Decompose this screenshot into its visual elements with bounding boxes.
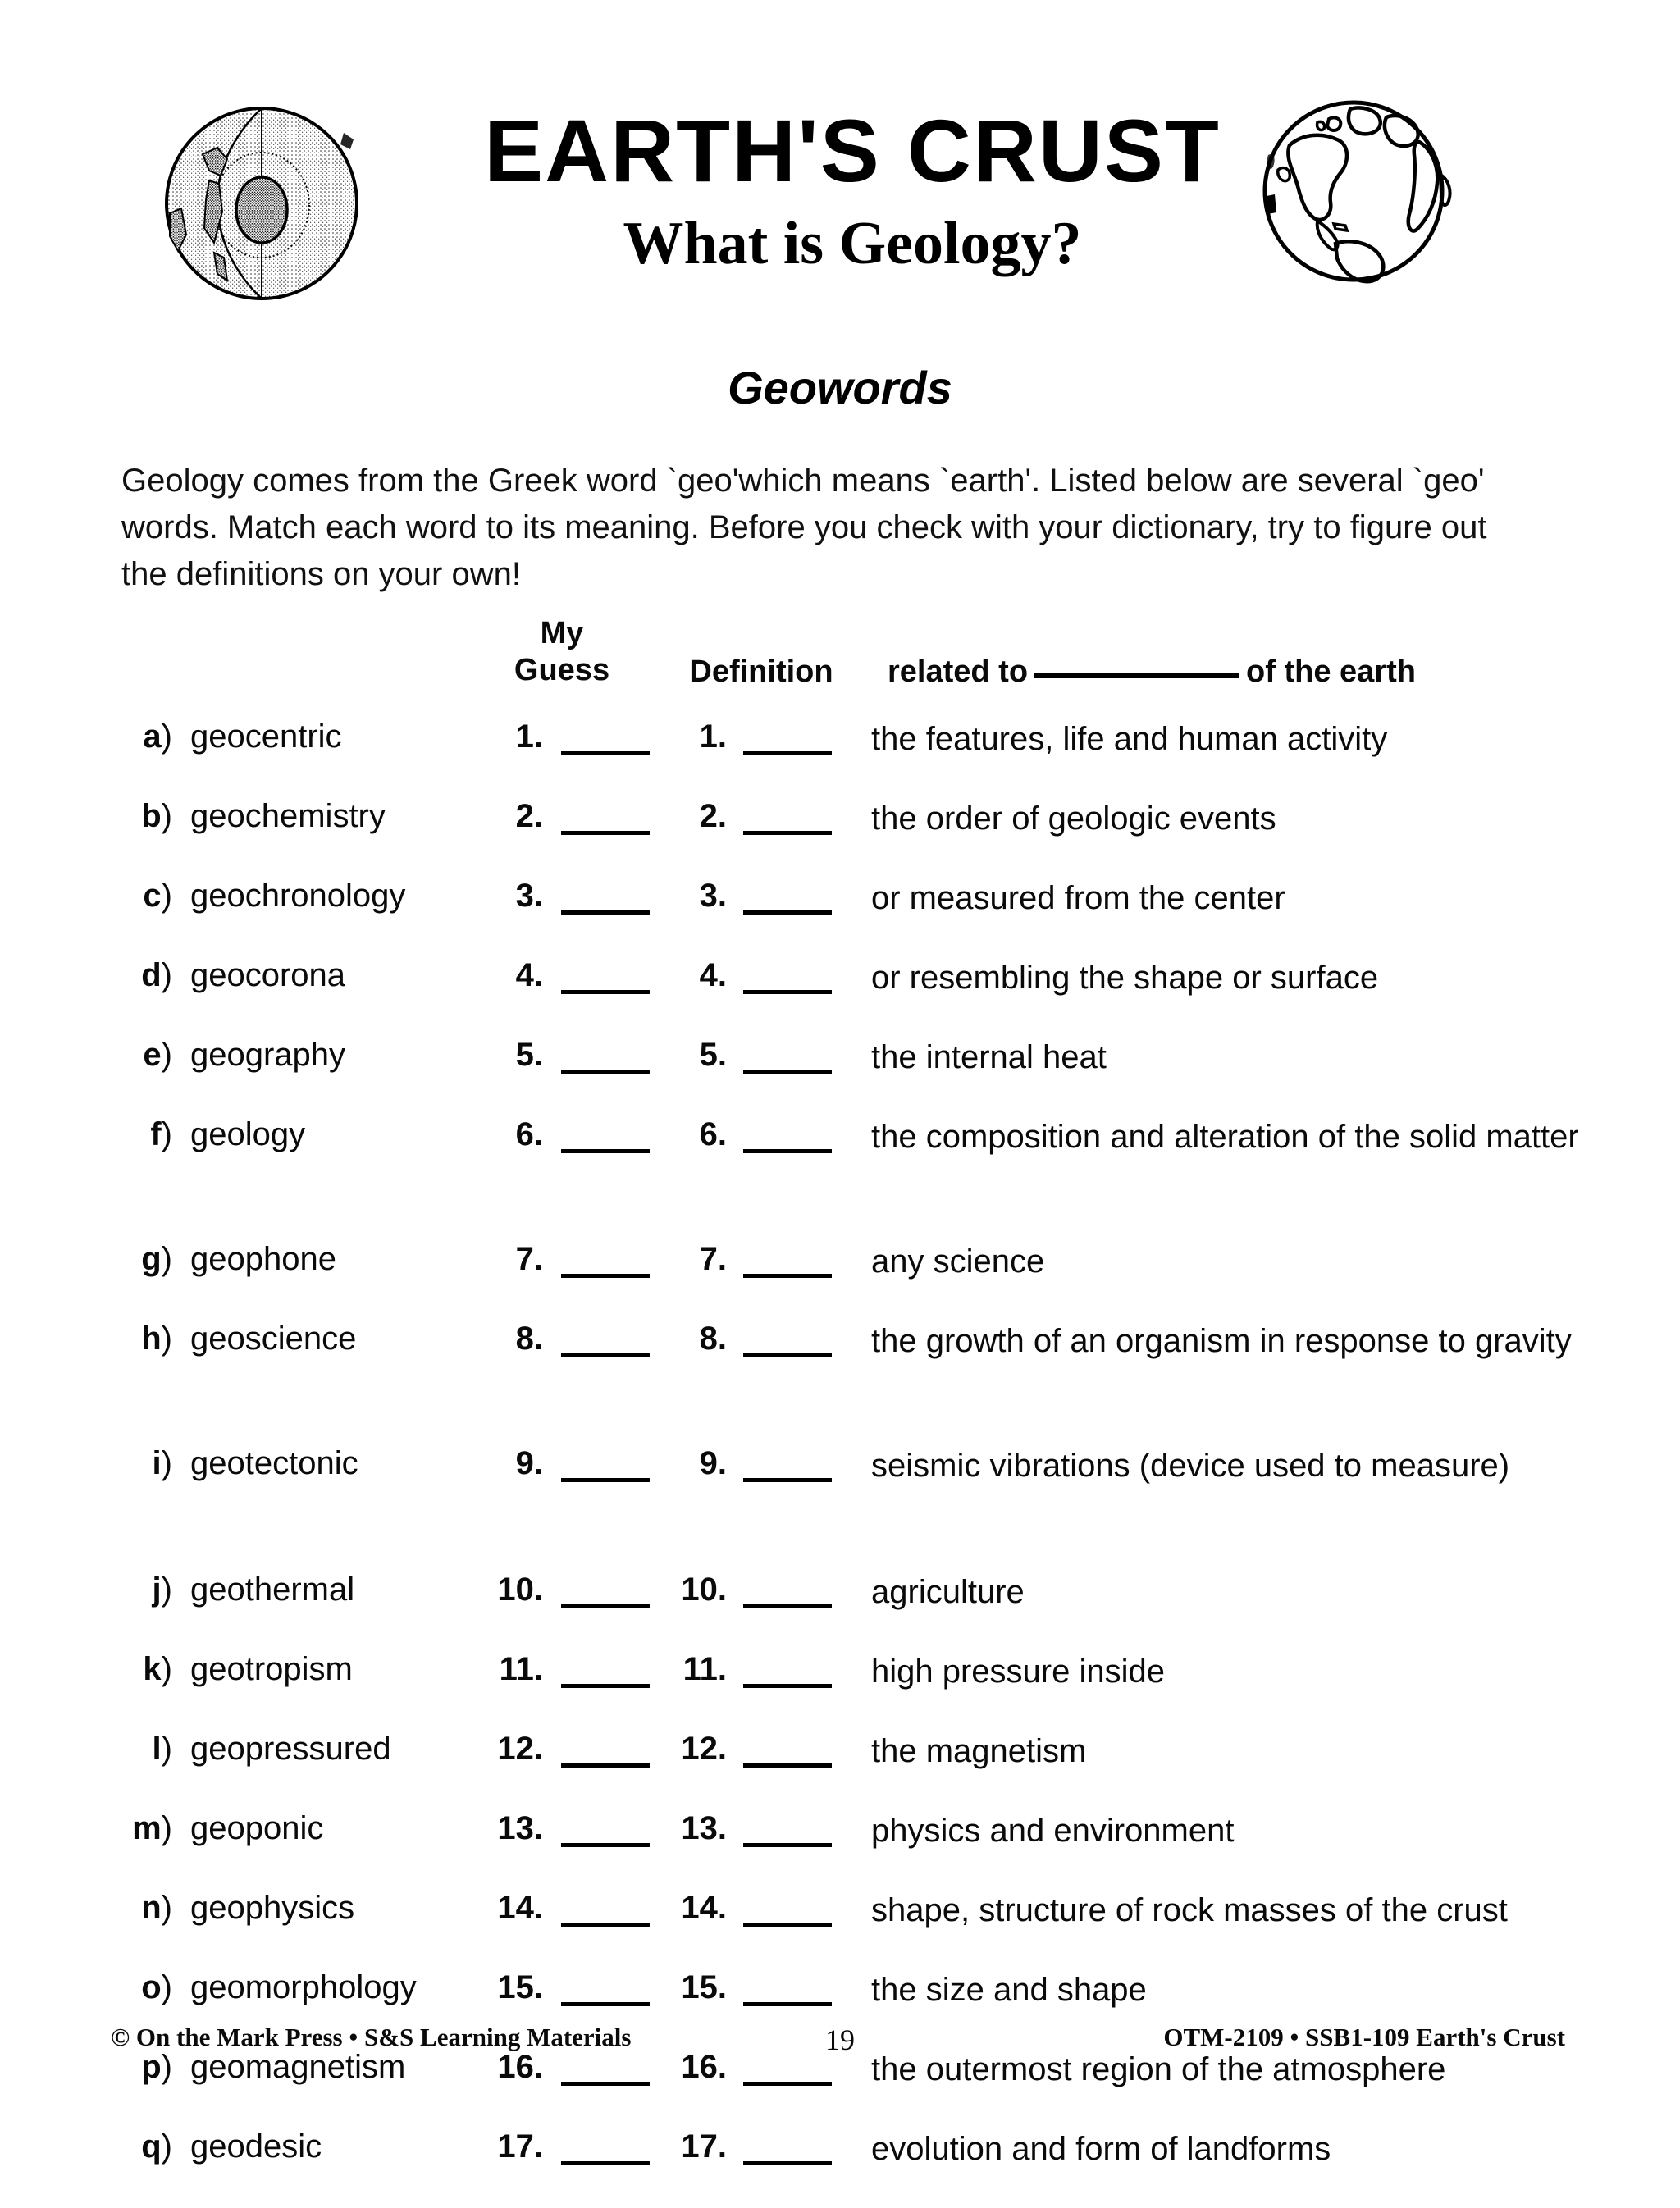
my-guess-answer-blank[interactable] <box>561 1274 650 1278</box>
row-guess-number: 4. <box>515 957 543 993</box>
row-definition-text: the order of geologic events <box>871 801 1276 837</box>
my-guess-answer-blank[interactable] <box>561 751 650 755</box>
row-guess-number: 11. <box>499 1651 543 1687</box>
table-row <box>0 1810 1680 1890</box>
my-guess-answer-blank[interactable] <box>561 1478 650 1482</box>
table-row <box>0 1321 1680 1400</box>
my-guess-answer-blank[interactable] <box>561 1763 650 1768</box>
my-guess-answer-blank[interactable] <box>561 990 650 994</box>
row-definition-number: 1. <box>699 719 727 755</box>
definition-answer-blank[interactable] <box>743 1684 832 1688</box>
page-title: EARTH'S CRUST <box>484 101 1221 200</box>
row-definition-text: or measured from the center <box>871 880 1285 916</box>
definition-answer-blank[interactable] <box>743 831 832 835</box>
row-letter-text: k <box>143 1651 162 1687</box>
page-header <box>0 0 1680 328</box>
row-letter: b) <box>141 798 172 834</box>
row-definition-number: 11. <box>682 1651 727 1687</box>
definition-answer-blank[interactable] <box>743 1923 832 1927</box>
related-prefix-label: related to <box>888 655 1029 689</box>
row-letter-text: p <box>141 2049 162 2085</box>
row-letter-text: a <box>143 719 162 755</box>
row-guess-number: 9. <box>515 1445 543 1481</box>
my-guess-answer-blank[interactable] <box>561 831 650 835</box>
definition-answer-blank[interactable] <box>743 2002 832 2006</box>
row-letter: o) <box>141 1969 172 2005</box>
row-letter-text: h <box>141 1321 162 1357</box>
row-word: geochemistry <box>190 798 386 834</box>
definition-answer-blank[interactable] <box>743 1763 832 1768</box>
table-row <box>0 798 1680 878</box>
row-definition-number: 13. <box>681 1810 727 1846</box>
row-definition-number: 6. <box>699 1116 727 1152</box>
row-definition-text: the outermost region of the atmosphere <box>871 2051 1446 2087</box>
row-word: geoponic <box>190 1810 324 1846</box>
my-guess-answer-blank[interactable] <box>561 1070 650 1074</box>
intro-paragraph: Geology comes from the Greek word `geo'which means `earth'. Listed below are several `geo' words. Match each word to its meaning. Before you check with your dictionary, try to figure out the definitions on your own! <box>121 463 1487 592</box>
row-word: geoscience <box>190 1321 357 1357</box>
row-definition-number: 2. <box>699 798 727 834</box>
row-definition-text: or resembling the shape or surface <box>871 960 1379 996</box>
row-letter: a) <box>143 719 172 755</box>
row-letter-text: d <box>141 957 162 993</box>
row-letter-text: j <box>152 1572 162 1608</box>
definition-answer-blank[interactable] <box>743 1353 832 1357</box>
row-guess-number: 17. <box>497 2128 543 2165</box>
row-letter-text: f <box>150 1116 162 1152</box>
table-row <box>0 1572 1680 1651</box>
table-row <box>0 1890 1680 1969</box>
row-definition-number: 15. <box>681 1969 727 2005</box>
row-definition-number: 17. <box>681 2128 727 2165</box>
row-guess-number: 8. <box>515 1321 543 1357</box>
row-letter-text: n <box>141 1890 162 1926</box>
row-letter: j) <box>152 1572 172 1608</box>
row-word: geothermal <box>190 1572 355 1608</box>
row-word: geography <box>190 1037 346 1073</box>
row-word: geophysics <box>190 1890 355 1926</box>
row-definition-number: 14. <box>681 1890 727 1926</box>
row-letter: m) <box>132 1810 172 1846</box>
footer-page-number: 19 <box>825 2023 855 2056</box>
related-blank-line <box>1034 673 1239 678</box>
row-letter: c) <box>143 878 172 914</box>
row-guess-number: 15. <box>497 1969 543 2005</box>
column-header-my-guess <box>492 615 632 689</box>
row-word: geophone <box>190 1241 336 1277</box>
footer-product-code: OTM-2109 • SSB1-109 Earth's Crust <box>1163 2023 1565 2051</box>
row-guess-number: 6. <box>515 1116 543 1152</box>
definition-answer-blank[interactable] <box>743 2082 832 2086</box>
row-definition-number: 12. <box>681 1731 727 1767</box>
row-definition-text: the magnetism <box>871 1733 1087 1769</box>
row-guess-number: 1. <box>515 719 543 755</box>
my-guess-answer-blank[interactable] <box>561 2002 650 2006</box>
page-footer <box>0 2023 1680 2072</box>
row-definition-text: the composition and alteration of the solid matter <box>871 1119 1579 1155</box>
definition-answer-blank[interactable] <box>743 1843 832 1847</box>
row-definition-text: the internal heat <box>871 1039 1107 1075</box>
column-header-definition: Definition <box>689 655 833 689</box>
definition-answer-blank[interactable] <box>743 990 832 994</box>
row-definition-text: high pressure inside <box>871 1654 1165 1690</box>
row-definition-text: any science <box>871 1243 1045 1280</box>
row-definition-text: the size and shape <box>871 1972 1147 2008</box>
row-definition-number: 16. <box>681 2049 727 2085</box>
row-letter: e) <box>143 1037 172 1073</box>
my-guess-answer-blank[interactable] <box>561 1604 650 1608</box>
definition-answer-blank[interactable] <box>743 1070 832 1074</box>
page-subtitle: What is Geology? <box>623 210 1082 277</box>
row-word: geodesic <box>190 2128 322 2165</box>
row-guess-number: 13. <box>497 1810 543 1846</box>
row-letter-text: c <box>143 878 162 914</box>
row-word: geocorona <box>190 957 346 993</box>
row-word: geochronology <box>190 878 406 914</box>
my-guess-answer-blank[interactable] <box>561 910 650 915</box>
row-word: geotectonic <box>190 1445 358 1481</box>
row-letter: i) <box>152 1445 172 1481</box>
row-definition-text: evolution and form of landforms <box>871 2131 1331 2167</box>
row-letter-text: e <box>143 1037 162 1073</box>
definition-answer-blank[interactable] <box>743 751 832 755</box>
row-definition-text: physics and environment <box>871 1813 1235 1849</box>
my-guess-answer-blank[interactable] <box>561 1149 650 1153</box>
row-letter-text: i <box>152 1445 162 1481</box>
row-definition-number: 5. <box>699 1037 727 1073</box>
row-letter-text: l <box>152 1731 162 1767</box>
column-header-related <box>888 655 1416 690</box>
my-guess-line-1: My <box>540 616 584 650</box>
row-letter: n) <box>141 1890 172 1926</box>
row-letter: d) <box>141 957 172 993</box>
table-row <box>0 878 1680 957</box>
row-definition-text: agriculture <box>871 1574 1025 1610</box>
row-definition-number: 7. <box>699 1241 727 1277</box>
row-guess-number: 2. <box>515 798 543 834</box>
table-row <box>0 1241 1680 1321</box>
footer-copyright: © On the Mark Press • S&S Learning Materials <box>111 2023 632 2051</box>
my-guess-answer-blank[interactable] <box>561 1843 650 1847</box>
column-headers <box>0 615 1680 697</box>
row-word: geopressured <box>190 1731 391 1767</box>
row-word: geotropism <box>190 1651 353 1687</box>
table-row <box>0 1651 1680 1731</box>
row-definition-number: 4. <box>699 957 727 993</box>
row-guess-number: 3. <box>515 878 543 914</box>
table-row <box>0 957 1680 1037</box>
row-definition-number: 9. <box>699 1445 727 1481</box>
my-guess-answer-blank[interactable] <box>561 1923 650 1927</box>
table-row <box>0 1445 1680 1525</box>
row-definition-number: 8. <box>699 1321 727 1357</box>
row-guess-number: 10. <box>497 1572 543 1608</box>
row-word: geomorphology <box>190 1969 417 2005</box>
definition-answer-blank[interactable] <box>743 1274 832 1278</box>
row-letter: q) <box>141 2128 172 2165</box>
row-letter-text: m <box>132 1810 162 1846</box>
row-letter: k) <box>143 1651 172 1687</box>
row-letter-text: g <box>141 1241 162 1277</box>
my-guess-answer-blank[interactable] <box>561 2082 650 2086</box>
row-letter-text: q <box>141 2128 162 2165</box>
definition-answer-blank[interactable] <box>743 1149 832 1153</box>
my-guess-answer-blank[interactable] <box>561 1684 650 1688</box>
my-guess-answer-blank[interactable] <box>561 1353 650 1357</box>
definition-answer-blank[interactable] <box>743 2161 832 2165</box>
definition-answer-blank[interactable] <box>743 1604 832 1608</box>
table-row <box>0 719 1680 798</box>
table-row <box>0 1731 1680 1810</box>
row-word: geocentric <box>190 719 342 755</box>
section-title: Geowords <box>728 362 952 413</box>
row-definition-text: seismic vibrations (device used to measure) <box>871 1448 1510 1484</box>
row-word: geomagnetism <box>190 2049 406 2085</box>
row-guess-number: 7. <box>515 1241 543 1277</box>
row-letter: l) <box>152 1731 172 1767</box>
row-letter: h) <box>141 1321 172 1357</box>
row-definition-number: 10. <box>681 1572 727 1608</box>
definition-answer-blank[interactable] <box>743 1478 832 1482</box>
definition-answer-blank[interactable] <box>743 910 832 915</box>
row-guess-number: 14. <box>497 1890 543 1926</box>
row-letter: f) <box>150 1116 172 1152</box>
my-guess-answer-blank[interactable] <box>561 2161 650 2165</box>
row-letter: g) <box>141 1241 172 1277</box>
row-definition-text: the features, life and human activity <box>871 721 1388 757</box>
row-guess-number: 12. <box>497 1731 543 1767</box>
row-definition-text: shape, structure of rock masses of the crust <box>871 1892 1508 1928</box>
row-word: geology <box>190 1116 306 1152</box>
row-definition-number: 3. <box>699 878 727 914</box>
title-block <box>0 101 1680 277</box>
table-row <box>0 1037 1680 1116</box>
row-letter-text: b <box>141 798 162 834</box>
related-suffix-label: of the earth <box>1246 655 1416 689</box>
table-row <box>0 2128 1680 2208</box>
row-letter: p) <box>141 2049 172 2085</box>
row-guess-number: 16. <box>497 2049 543 2085</box>
row-definition-text: the growth of an organism in response to gravity <box>871 1323 1572 1359</box>
table-row <box>0 1116 1680 1196</box>
row-guess-number: 5. <box>515 1037 543 1073</box>
my-guess-line-2: Guess <box>514 652 610 687</box>
row-letter-text: o <box>141 1969 162 2005</box>
